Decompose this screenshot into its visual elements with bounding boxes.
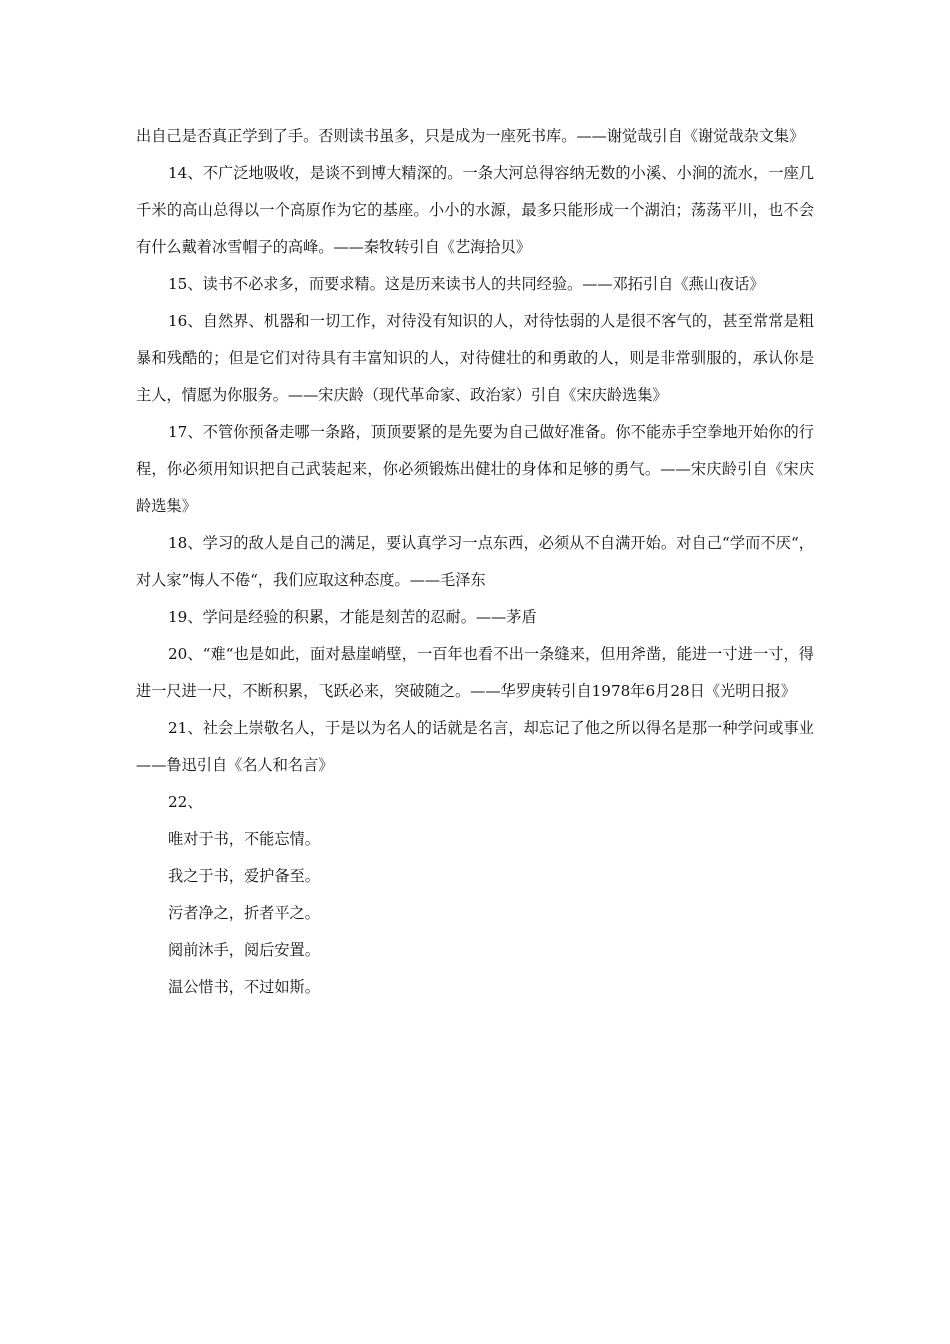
verse-line: 我之于书，爱护备至。	[168, 867, 320, 885]
paragraph-quote-16: 16、自然界、机器和一切工作，对待没有知识的人，对待怯弱的人是很不客气的，甚至常常是粗暴和残酷的；但是它们对待具有丰富知识的人，对待健壮的和勇敢的人，则是非常驯服的，承认你是主人，情愿为你服务。——宋庆龄（现代革命家、政治家）引自《宋庆龄选集》	[136, 312, 814, 404]
paragraph-quote-15: 15、读书不必求多，而要求精。这是历来读书人的共同经验。——邓拓引自《燕山夜话》	[168, 275, 765, 293]
paragraph-quote-21: 21、社会上崇敬名人，于是以为名人的话就是名言，却忘记了他之所以得名是那一种学问或事业——鲁迅引自《名人和名言》	[136, 719, 814, 774]
document-body	[136, 118, 814, 1006]
paragraph-quote-22: 22、	[168, 793, 203, 811]
paragraph-quote-19: 19、学问是经验的积累，才能是刻苦的忍耐。——茅盾	[168, 608, 537, 626]
verse-line: 阅前沐手，阅后安置。	[168, 941, 320, 959]
verse-line: 污者净之，折者平之。	[168, 904, 320, 922]
paragraph-continued: 出自己是否真正学到了手。否则读书虽多，只是成为一座死书库。——谢觉哉引自《谢觉哉杂文集》	[136, 127, 805, 145]
paragraph-quote-14: 14、不广泛地吸收，是谈不到博大精深的。一条大河总得容纳无数的小溪、小涧的流水，一座几千米的高山总得以一个高原作为它的基座。小小的水源，最多只能形成一个湖泊；荡荡平川，也不会有什么戴着冰雪帽子的高峰。——秦牧转引自《艺海拾贝》	[136, 164, 814, 256]
paragraph-quote-18: 18、学习的敌人是自己的满足，要认真学习一点东西，必须从不自满开始。对自己“学而不厌“，对人家”悔人不倦“，我们应取这种态度。——毛泽东	[136, 534, 814, 589]
paragraph-quote-17: 17、不管你预备走哪一条路，顶顶要紧的是先要为自己做好准备。你不能赤手空拳地开始你的行程，你必须用知识把自己武装起来，你必须锻炼出健壮的身体和足够的勇气。——宋庆龄引自《宋庆龄选集》	[136, 423, 814, 515]
verse-line: 唯对于书，不能忘情。	[168, 830, 320, 848]
verse-line: 温公惜书，不过如斯。	[168, 978, 320, 996]
paragraph-quote-20: 20、“难“也是如此，面对悬崖峭壁，一百年也看不出一条缝来，但用斧凿，能进一寸进一寸，得进一尺进一尺，不断积累，飞跃必来，突破随之。——华罗庚转引自1978年6月28日《光明日报》	[136, 645, 814, 700]
